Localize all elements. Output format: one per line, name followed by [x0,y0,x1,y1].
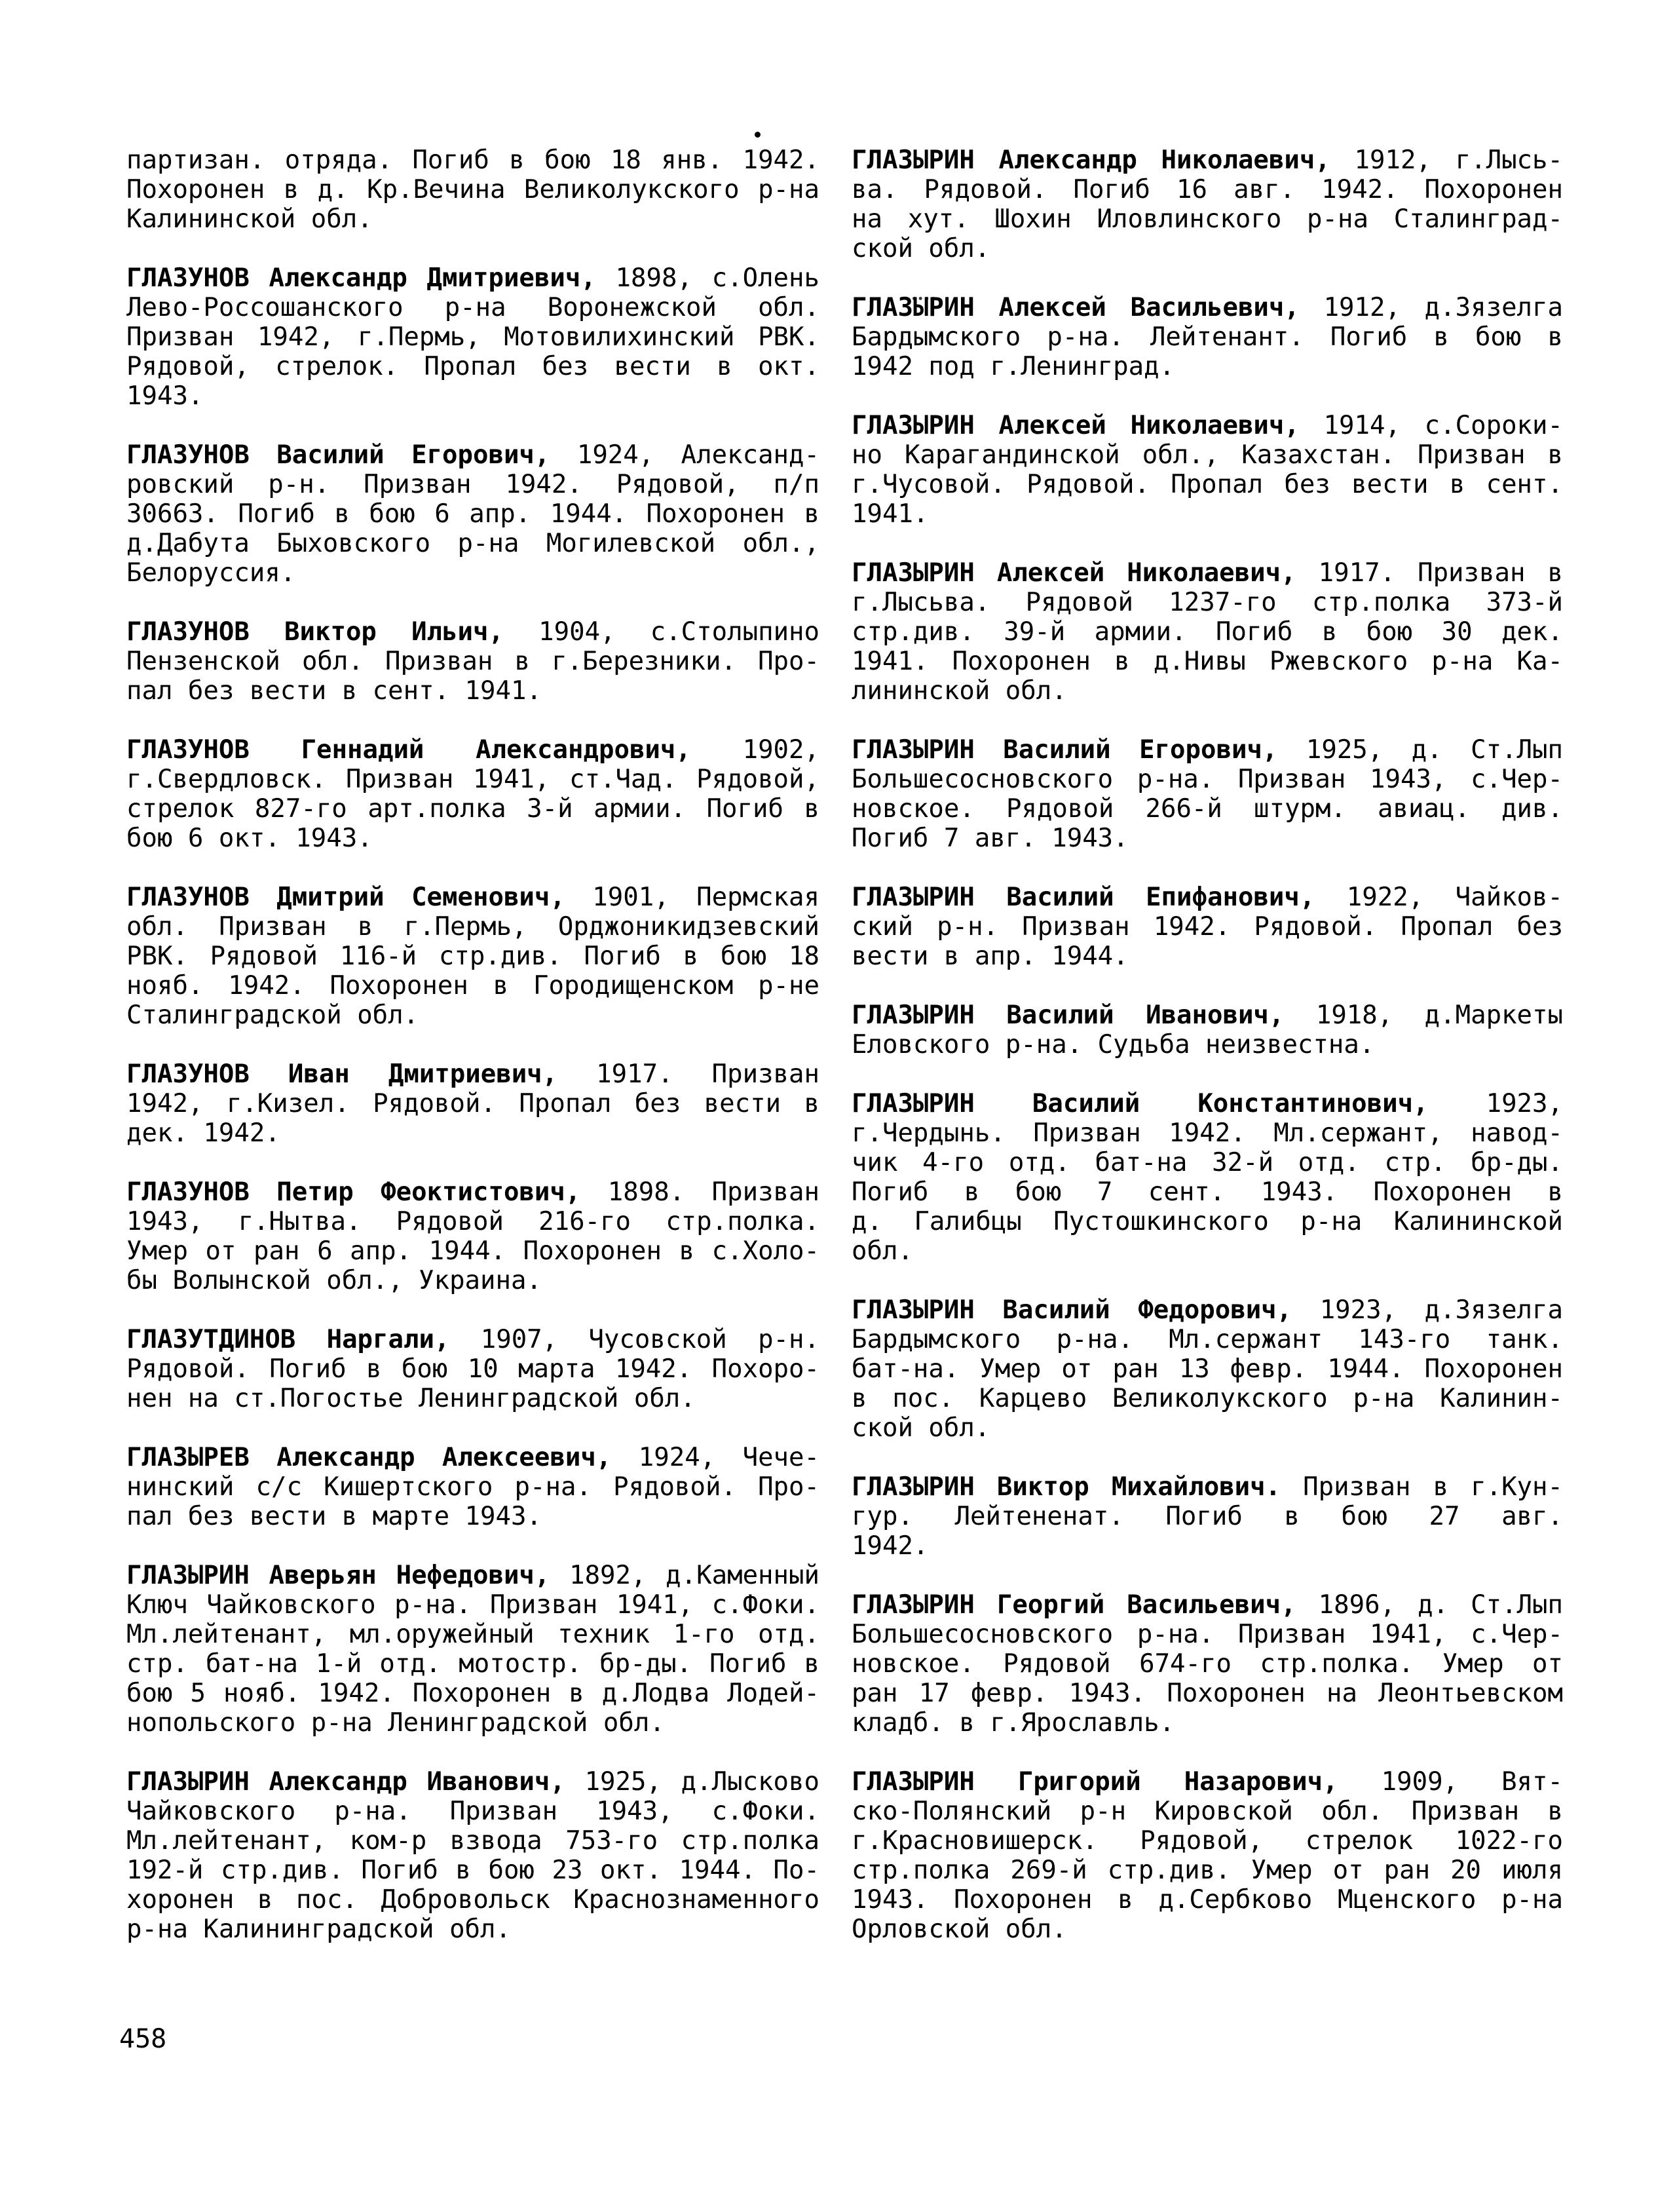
entry-surname: ГЛАЗЫРИН Григорий Назарович, [852,1767,1338,1797]
entry-line: нинский с/с Кишертского р-на. Рядовой. Про- [126,1472,819,1502]
entry-line: ГЛАЗУНОВ Иван Дмитриевич, 1917. Призван [126,1059,819,1089]
memorial-entry [126,1443,819,1531]
entry-line: ГЛАЗЫРИН Алексей Николаевич, 1914, с.Сороки- [852,411,1563,440]
entry-line: 1943, г.Нытва. Рядовой 216-го стр.полка. [126,1207,819,1236]
entry-line: Чайковского р-на. Призван 1943, с.Фоки. [126,1797,819,1826]
memorial-entry [852,735,1563,853]
entry-line: дек. 1942. [126,1118,280,1148]
entry-line: ГЛАЗЫРИН Григорий Назарович, 1909, Вят- [852,1767,1563,1797]
entry-line: ГЛАЗЫРИН Георгий Васильевич, 1896, д. Ст.Лып [852,1590,1563,1620]
entry-line: Бардымского р-на. Мл.сержант 143-го танк. [852,1325,1563,1354]
entry-surname: ГЛАЗЫРИН Алексей Николаевич, [852,558,1296,588]
entry-line: ГЛАЗЫРИН Василий Федорович, 1923, д.Зязелга [852,1295,1563,1325]
entry-line: ГЛАЗЫРЕВ Александр Алексеевич, 1924, Чече- [126,1443,820,1472]
entry-line: ГЛАЗУНОВ Александр Дмитриевич, 1898, с.Олень [126,263,819,293]
entry-surname: ГЛАЗЫРИН Александр Иванович, [126,1767,565,1797]
memorial-entry [852,411,1563,529]
entry-surname: ГЛАЗУНОВ Виктор Ильич, [126,617,504,647]
entry-line: ской обл. [852,234,990,263]
memorial-entry [126,1767,819,1944]
entry-line: новское. Рядовой 266-й штурм. авиац. див. [852,794,1563,824]
memorial-entry [126,735,819,853]
entry-line: ГЛАЗЫРИН Александр Иванович, 1925, д.Лысково [126,1767,819,1797]
memorial-entry [852,1590,1563,1738]
entry-line: 1941. [852,499,929,529]
memorial-entry [852,883,1563,971]
entry-line: д.Дабута Быховского р-на Могилевской обл., [126,529,819,558]
entry-surname: ГЛАЗУНОВ Василий Егорович, [126,440,550,470]
entry-line: Сталинградской обл. [126,1001,419,1030]
entry-line: ГЛАЗЫРИН Алексей Васильевич, 1912, д.Зязелга [852,293,1563,322]
memorial-entry [852,1767,1563,1944]
entry-line: партизан. отряда. Погиб в бою 18 янв. 1942. [126,145,819,175]
entry-line: ской обл. [852,1413,990,1443]
entry-line: ГЛАЗУНОВ Василий Егорович, 1924, Александ- [126,440,819,470]
entry-line: ран 17 февр. 1943. Похоронен на Леонтьевском [852,1679,1563,1708]
entry-line: ровский р-н. Призван 1942. Рядовой, п/п [126,470,819,499]
entry-line: Еловского р-на. Судьба неизвестна. [852,1030,1375,1059]
memorial-entry [852,145,1563,263]
entry-line: Орловской обл. [852,1915,1067,1944]
entry-line: ско-Полянский р-н Кировской обл. Призван в [852,1797,1563,1826]
entry-line: лининской обл. [852,676,1067,706]
entry-line: р-на Калининградской обл. [126,1915,511,1944]
entry-line: стрелок 827-го арт.полка 3-й армии. Погиб в [126,794,819,824]
entry-line: нояб. 1942. Похоронен в Городищенском р-не [126,971,819,1001]
page-number: 458 [119,2024,167,2054]
entry-line: г.Лысьва. Рядовой 1237-го стр.полка 373-й [852,588,1563,617]
entry-line: г.Чердынь. Призван 1942. Мл.сержант, навод- [852,1118,1563,1148]
entry-line: 1941. Похоронен в д.Нивы Ржевского р-на Ка- [852,647,1563,676]
entry-line: стр. бат-на 1-й отд. мотостр. бр-ды. Погиб в [126,1649,819,1679]
entry-line: ГЛАЗЫРИН Василий Иванович, 1918, д.Маркеты [852,1001,1563,1030]
entry-line: ГЛАЗЫРИН Василий Константинович, 1923, [852,1089,1563,1118]
memorial-entry [126,440,819,588]
entry-line: ГЛАЗЫРИН Алексей Николаевич, 1917. Призван в [852,558,1563,588]
entry-surname: ГЛАЗЫРИН Василий Федорович, [852,1295,1292,1325]
entry-line: бою 5 нояб. 1942. Похоронен в д.Лодва Лодей- [126,1679,819,1708]
entry-line: бою 6 окт. 1943. [126,824,373,853]
entry-line: кладб. в г.Ярославль. [852,1708,1175,1738]
entry-line: пал без вести в сент. 1941. [126,676,542,706]
entry-line: 192-й стр.див. Погиб в бою 23 окт. 1944. По- [126,1856,819,1885]
memorial-entry [852,1089,1563,1266]
entry-line: ский р-н. Призван 1942. Рядовой. Пропал без [852,912,1563,942]
entry-line: Мл.лейтенант, ком-р взвода 753-го стр.полка [126,1826,819,1856]
entry-line: ГЛАЗУНОВ Дмитрий Семенович, 1901, Пермская [126,883,819,912]
entry-surname: ГЛАЗЫРИН Аверьян Нефедович, [126,1561,550,1590]
entry-line: РВК. Рядовой 116-й стр.див. Погиб в бою 18 [126,942,819,971]
entry-line: нен на ст.Погостье Ленинградской обл. [126,1384,696,1413]
memorial-entry [126,1325,819,1413]
entry-line: стр.див. 39-й армии. Погиб в бою 30 дек. [852,617,1563,647]
entry-line: в пос. Карцево Великолукского р-на Калинин- [852,1384,1563,1413]
entry-line: Рядовой. Погиб в бою 10 марта 1942. Похоро- [126,1354,819,1384]
entry-surname: ГЛАЗЫРИН Василий Иванович, [852,1001,1285,1030]
entry-line: Умер от ран 6 апр. 1944. Похоронен в с.Холо- [126,1236,819,1266]
entry-surname: ГЛАЗУНОВ Дмитрий Семенович, [126,883,565,912]
entry-line: 1942 под г.Ленинград. [852,352,1175,381]
entry-line: 1942. [852,1531,929,1561]
entry-line: ГЛАЗЫРИН Василий Епифанович, 1922, Чайков- [852,883,1563,912]
text-column-left [126,145,819,1974]
entry-line: пал без вести в марте 1943. [126,1502,542,1531]
memorial-entry [852,1295,1563,1443]
entry-line: ГЛАЗЫРИН Александр Николаевич, 1912, г.Лысь- [852,145,1563,175]
entry-line: чик 4-го отд. бат-на 32-й отд. стр. бр-ды. [852,1148,1563,1177]
entry-line: стр.полка 269-й стр.див. Умер от ран 20 июля [852,1856,1563,1885]
entry-line: ГЛАЗЫРИН Василий Егорович, 1925, д. Ст.Лып [852,735,1563,765]
entry-line: ГЛАЗУТДИНОВ Наргали, 1907, Чусовской р-н. [126,1325,819,1354]
entry-line: Большесосновского р-на. Призван 1941, с.Чер- [852,1620,1563,1649]
entry-line: но Карагандинской обл., Казахстан. Призван в [852,440,1563,470]
memorial-entry [126,883,819,1030]
entry-line: обл. Призван в г.Пермь, Орджоникидзевский [126,912,819,942]
entry-line: д. Галибцы Пустошкинского р-на Калининской [852,1207,1563,1236]
entry-surname: ГЛАЗУНОВ Геннадий Александрович, [126,735,691,765]
entry-surname: ГЛАЗЫРИН Василий Епифанович, [852,883,1315,912]
entry-surname: ГЛАЗЫРИН Виктор Михайлович. [852,1472,1281,1502]
entry-line: ГЛАЗЫРИН Виктор Михайлович. Призван в г.Кун- [852,1472,1563,1502]
entry-line: Пензенской обл. Призван в г.Березники. Про- [126,647,819,676]
memorial-entry [126,617,819,706]
memorial-entry [852,558,1563,706]
memorial-entry [126,1059,819,1148]
entry-line: Призван 1942, г.Пермь, Мотовилихинский РВК. [126,322,819,352]
entry-surname: ГЛАЗЫРИН Александр Николаевич, [852,145,1330,175]
memorial-entry [852,293,1563,381]
entry-line: гур. Лейтененат. Погиб в бою 27 авг. [852,1502,1563,1531]
entry-surname: ГЛАЗЫРИН Алексей Николаевич, [852,411,1300,440]
entry-line: вести в апр. 1944. [852,942,1129,971]
entry-surname: ГЛАЗУНОВ Иван Дмитриевич, [126,1059,558,1089]
entry-surname: ГЛАЗУНОВ Петир Феоктистович, [126,1177,581,1207]
entry-line: Ключ Чайковского р-на. Призван 1941, с.Фоки. [126,1590,819,1620]
memorial-entry [126,1177,819,1295]
entry-line: Лево-Россошанского р-на Воронежской обл. [126,293,819,322]
entry-surname: ГЛАЗЫРЕВ Александр Алексеевич, [126,1443,612,1472]
entry-surname: ГЛАЗЫРИН Алексей Васильевич, [852,293,1300,322]
entry-line: г.Красновишерск. Рядовой, стрелок 1022-го [852,1826,1563,1856]
entry-line: 1943. Похоронен в д.Сербково Мценского р-на [852,1885,1563,1915]
entry-line: бы Волынской обл., Украина. [126,1266,542,1295]
entry-line: 30663. Погиб в бою 6 апр. 1944. Похоронен в [126,499,819,529]
entry-surname: ГЛАЗУНОВ Александр Дмитриевич, [126,263,596,293]
entry-surname: ГЛАЗЫРИН Георгий Васильевич, [852,1590,1296,1620]
entry-line: Рядовой, стрелок. Пропал без вести в окт. [126,352,819,381]
entry-line: Белоруссия. [126,558,296,588]
entry-surname: ГЛАЗУТДИНОВ Наргали, [126,1325,450,1354]
entry-line: Бардымского р-на. Лейтенант. Погиб в бою в [852,322,1563,352]
scan-artifact-dot [755,132,761,138]
entry-line: ГЛАЗУНОВ Виктор Ильич, 1904, с.Столыпино [126,617,820,647]
entry-line: Калининской обл. [126,204,373,234]
entry-line: ГЛАЗУНОВ Геннадий Александрович, 1902, [126,735,819,765]
text-column-right [852,145,1563,1974]
entry-line: ва. Рядовой. Погиб 16 авг. 1942. Похоронен [852,175,1563,204]
entry-line: Погиб в бою 7 сент. 1943. Похоронен в [852,1177,1563,1207]
memorial-entry [852,1472,1563,1561]
entry-line: 1943. [126,381,204,411]
entry-line: ГЛАЗУНОВ Петир Феоктистович, 1898. Призван [126,1177,819,1207]
entry-line: г.Чусовой. Рядовой. Пропал без вести в сент. [852,470,1563,499]
memorial-entry [126,263,819,411]
memorial-entry [852,1001,1563,1059]
entry-line: ГЛАЗЫРИН Аверьян Нефедович, 1892, д.Каменный [126,1561,819,1590]
memorial-entry [126,145,819,234]
entry-line: обл. [852,1236,913,1266]
entry-line: нопольского р-на Ленинградской обл. [126,1708,665,1738]
entry-line: новское. Рядовой 674-го стр.полка. Умер от [852,1649,1563,1679]
entry-line: бат-на. Умер от ран 13 февр. 1944. Похоронен [852,1354,1563,1384]
entry-line: на хут. Шохин Иловлинского р-на Сталинград- [852,204,1563,234]
entry-line: 1942, г.Кизел. Рядовой. Пропал без вести в [126,1089,819,1118]
entry-line: г.Свердловск. Призван 1941, ст.Чад. Рядовой, [126,765,819,794]
entry-surname: ГЛАЗЫРИН Василий Константинович, [852,1089,1429,1118]
entry-line: Похоронен в д. Кр.Вечина Великолукского р-на [126,175,819,204]
entry-line: хоронен в пос. Добровольск Краснознаменного [126,1885,819,1915]
entry-line: Погиб 7 авг. 1943. [852,824,1129,853]
entry-surname: ГЛАЗЫРИН Василий Егорович, [852,735,1278,765]
memorial-entry [126,1561,819,1738]
entry-line: Мл.лейтенант, мл.оружейный техник 1-го отд. [126,1620,819,1649]
entry-line: Большесосновского р-на. Призван 1943, с.Чер- [852,765,1563,794]
